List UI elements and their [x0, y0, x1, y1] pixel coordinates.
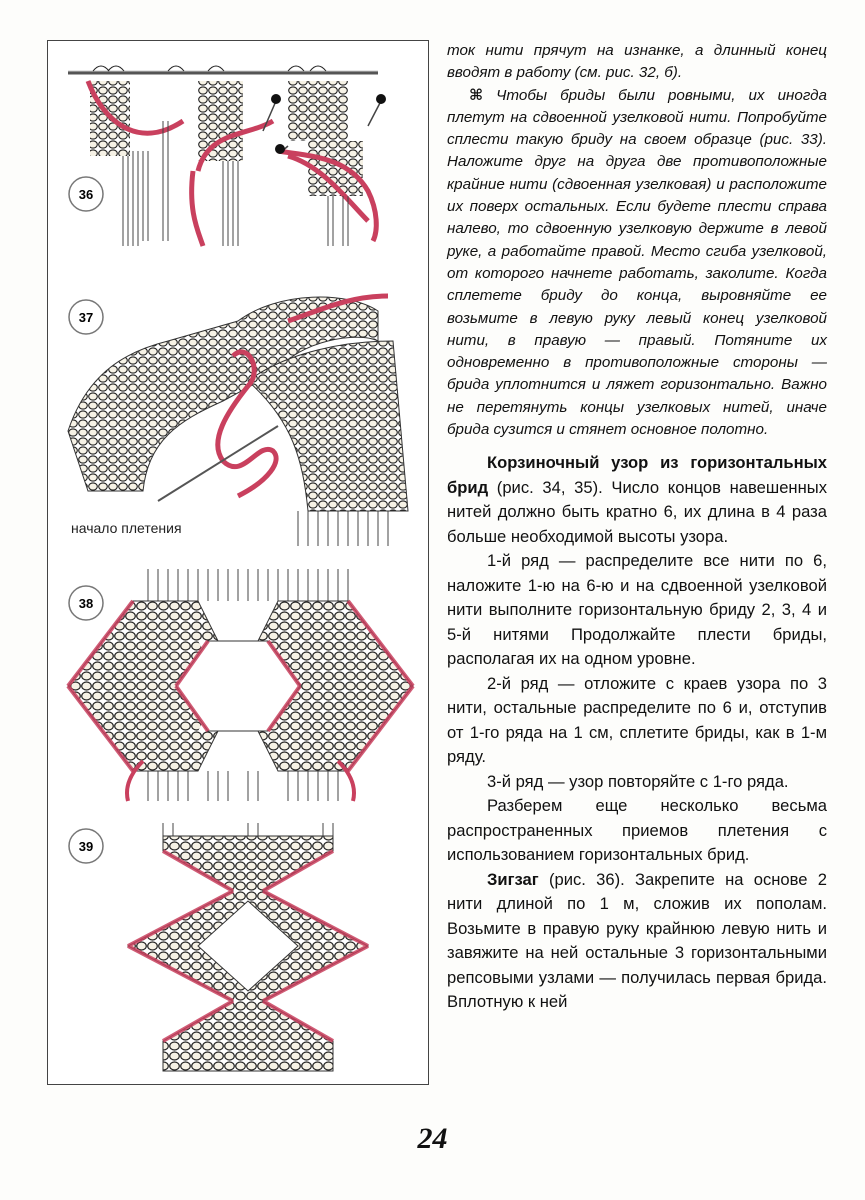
text-column	[447, 40, 827, 1015]
fig39-number: 39	[78, 839, 94, 854]
basket-pattern-text: (рис. 34, 35). Число концов навешенных нитей должно быть кратно 6, их длина в 4 раза больше необходимой высоты узора.	[447, 477, 827, 546]
paragraph-zigzag	[447, 868, 827, 1015]
illustrations-svg	[48, 41, 428, 1084]
paragraph-continuation: ток нити прячут на изнанке, а длинный конец вводят в работу (см. рис. 32, б).	[447, 42, 827, 82]
paragraph-more-techniques: Разберем еще несколько весьма распространенных приемов плетения с использованием горизонтальных брид.	[447, 796, 827, 865]
figure-38	[68, 569, 413, 801]
heading-basket-pattern: Корзиночный узор из горизонтальных брид	[447, 453, 827, 497]
fig37-caption: начало плетения	[71, 520, 182, 536]
paragraph-row-3: 3-й ряд — узор повторяйте с 1-го ряда.	[487, 771, 789, 791]
tip-text: Чтобы бриды были ровными, их иногда плетут на сдвоенной узелковой нити. Попробуйте сплести такую бриду на своем образце (рис. 33). Наложите друг на друга две противоположные крайние нити (сдвоенная узелковая) и расположите их поверх остальных. Если будете плести справа налево, то сдвоенную узелковую держите в левой руке, а работайте правой. Место сгиба узелковой, от которого начнете работать, заколите. Когда сплетете бриду до конца, выровняйте ее возьмите в левую руку левый конец узелковой нити, в правую — правый. Потяните их одновременно в противоположные стороны — брида уплотнится и ляжет горизонтально. Важно не перетянуть концы узелковых нитей, иначе брида сузится и стянет основное полотно.	[447, 86, 827, 439]
figure-39	[69, 823, 368, 1071]
zigzag-text: (рис. 36). Закрепите на основе 2 нити длиной по 1 м, сложив их пополам. Возьмите в правую руку крайнюю левую нить и завяжите на ней остальные 3 горизонтальными репсовыми узлами — получилась первая брида. Вплотную к ней	[447, 869, 827, 1012]
pin-head-icon	[271, 94, 281, 104]
paragraph-basket-pattern	[447, 451, 827, 549]
page-number: 24	[417, 1122, 448, 1155]
figure-37	[68, 296, 408, 546]
paragraph-tip	[447, 85, 827, 442]
paragraph-row-2: 2-й ряд — отложите с краев узора по 3 нити, остальные распределите по 6 и, отступив от 1-го ряда на 1 см, сплетите бриды, как в 1-м ряду.	[447, 673, 827, 767]
paragraph-row-1: 1-й ряд — распределите все нити по 6, наложите 1-ю на 6-ю и на сдвоенной узелковой нити выполните горизонтальную бриду 2, 3, 4 и 5-й нитями Продолжайте плести бриды, располагая их на одном уровне.	[447, 551, 827, 669]
fig36-number: 36	[78, 187, 94, 202]
figure-36	[68, 66, 386, 246]
figure-panel	[47, 40, 429, 1085]
fig38-number: 38	[78, 596, 94, 611]
fig37-number: 37	[78, 310, 94, 325]
command-icon: ⌘	[469, 86, 484, 104]
heading-zigzag: Зигзаг	[487, 869, 539, 889]
